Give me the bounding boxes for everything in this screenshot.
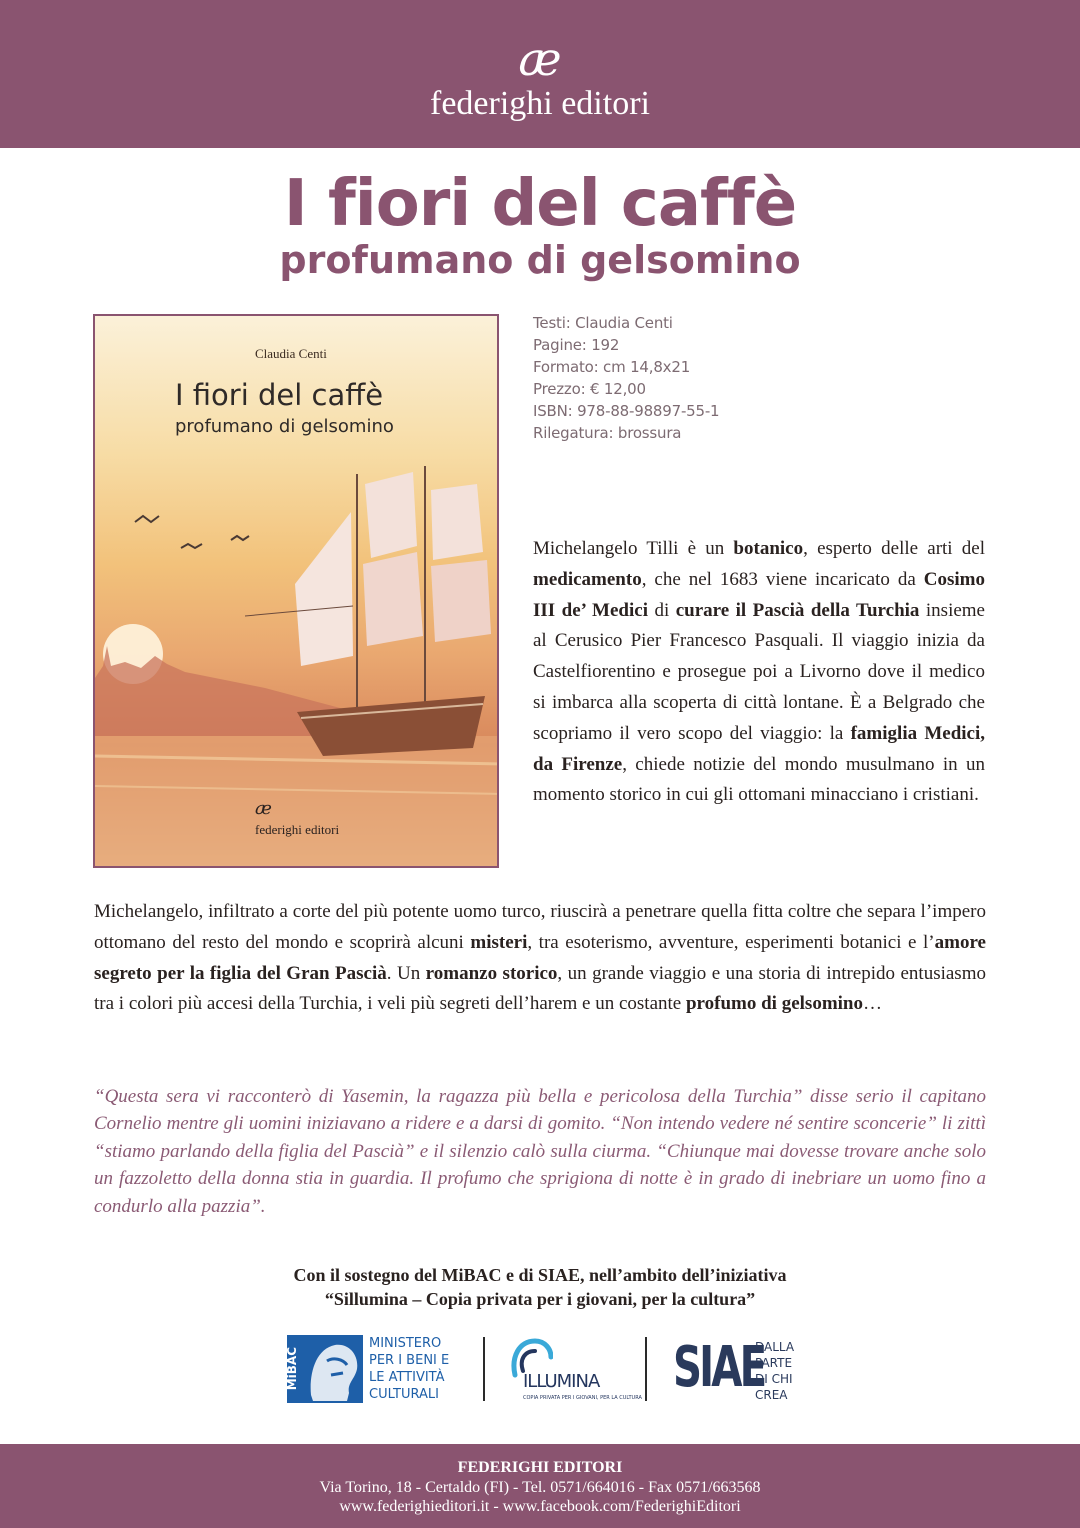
footer-address: Via Torino, 18 - Certaldo (FI) - Tel. 0571/664016 - Fax 0571/663568	[319, 1479, 761, 1496]
highlight-text: Cosimo III de’ Medici	[533, 568, 985, 621]
support-line-1: Con il sostegno del MiBAC e di SIAE, nell’ambito dell’iniziativa	[293, 1265, 787, 1285]
body-text: , tra esoterismo, avventure, esperimenti botanici e l’	[527, 931, 935, 953]
body-text: , che nel 1683 viene incaricato da	[641, 568, 924, 590]
cover-publisher: federighi editori	[255, 822, 340, 837]
synopsis-paragraph-2	[94, 897, 986, 1020]
footer-web-links[interactable]: www.federighieditori.it - www.facebook.com/FederighiEditori	[339, 1498, 741, 1515]
book-cover	[93, 314, 499, 868]
siae-tag-line: CREA	[755, 1388, 788, 1402]
siae-tag-line: DALLA	[755, 1340, 795, 1354]
book-subtitle: profumano di gelsomino	[279, 238, 801, 282]
highlight-text: famiglia Medici, da Firenze	[533, 722, 986, 775]
spec-price: Prezzo: € 12,00	[533, 380, 646, 398]
highlight-text: romanzo storico	[425, 962, 558, 984]
footer-publisher-name: FEDERIGHI EDITORI	[457, 1459, 623, 1476]
sillumina-tagline: COPIA PRIVATA PER I GIOVANI, PER LA CULTURA	[523, 1395, 642, 1401]
highlight-text: medicamento	[533, 568, 642, 590]
cover-logo-icon: æ	[255, 798, 272, 819]
book-specs	[533, 312, 719, 444]
cover-author: Claudia Centi	[255, 346, 327, 361]
mibac-text	[369, 1335, 449, 1403]
support-statement	[0, 1263, 1080, 1311]
book-excerpt: “Questa sera vi racconterò di Yasemin, la ragazza più bella e pericolosa della Turchia” disse serio il capitano Cornelio mentre gli uomini iniziavano a ridere e a darsi di gomito. “Non intendo vedere né sentire sconcerie” li zittì “stiamo parlando della figlia del Pascià” e il silenzio calò sulla ciurma. “Chiunque mai dovesse trovare anche solo un fazzoletto della donna stia in guardia. Il profumo che sprigiona di notte è in grado di inebriare un uomo fino a condurlo alla pazzia”.	[94, 1086, 986, 1217]
body-text: di	[647, 599, 676, 621]
mibac-head-icon	[287, 1335, 363, 1403]
logo-divider	[483, 1337, 485, 1401]
spec-author: Testi: Claudia Centi	[533, 314, 673, 332]
spec-isbn: ISBN: 978-88-98897-55-1	[533, 402, 720, 420]
body-text: , esperto delle arti del	[803, 538, 985, 559]
siae-tag-line: PARTE	[755, 1356, 793, 1370]
siae-wordmark: SIAE	[673, 1335, 765, 1400]
sillumina-wordmark: ILLUMINA	[523, 1371, 600, 1392]
mibac-emblem-icon	[287, 1335, 363, 1403]
body-text: , un grande viaggio e una storia di intrepido entusiasmo tra i colori più accesi della Turchia, i veli più segreti dell’harem e un costante	[94, 962, 986, 1015]
publisher-name: federighi editori	[430, 85, 650, 122]
body-text: Michelangelo, infiltrato a corte del più potente uomo turco, riuscirà a penetrare quella fitta coltre che separa l’impero ottomano del resto del mondo e scoprirà alcuni	[94, 901, 986, 953]
highlight-text: amore segreto per la figlia del Gran Pascià	[94, 931, 986, 984]
body-text: …	[863, 993, 882, 1015]
support-line-2: “Sillumina – Copia privata per i giovani, per la cultura”	[324, 1289, 756, 1309]
body-text: . Un	[386, 962, 426, 984]
mibac-side-label: MiBAC	[285, 1347, 299, 1391]
sponsor-logos	[287, 1333, 807, 1405]
spec-pages: Pagine: 192	[533, 336, 620, 354]
highlight-text: curare il Pascià della Turchia	[675, 599, 920, 621]
publisher-logo-icon: æ	[518, 32, 562, 86]
spec-format: Formato: cm 14,8x21	[533, 358, 691, 376]
highlight-text: profumo di gelsomino	[685, 993, 863, 1015]
spec-binding: Rilegatura: brossura	[533, 424, 682, 442]
publisher-footer	[0, 1444, 1080, 1528]
mibac-line: CULTURALI	[369, 1387, 439, 1402]
book-title: I fiori del caffè	[283, 167, 797, 241]
highlight-text: misteri	[470, 931, 528, 953]
siae-tagline	[755, 1339, 794, 1403]
mibac-line: MINISTERO	[369, 1336, 442, 1351]
body-text: , chiede notizie del mondo musulmano in un momento storico in cui gli ottomani minacciano i cristiani.	[533, 753, 985, 806]
cover-title: I fiori del caffè	[175, 378, 384, 412]
body-text: insieme al Cerusico Pier Francesco Pasquali. Il viaggio inizia da Castelfiorentino e prosegue poi a Livorno dove il medico si imbarca alla scoperta di città lontane. È a Belgrado che scopriamo il vero scopo del viaggio: la	[533, 599, 985, 744]
mibac-line: PER I BENI E	[369, 1353, 450, 1368]
siae-tag-line: DI CHI	[755, 1372, 793, 1386]
highlight-text: botanico	[733, 538, 804, 559]
cover-subtitle: profumano di gelsomino	[175, 416, 394, 437]
mibac-line: LE ATTIVITÀ	[369, 1370, 445, 1385]
logo-divider	[645, 1337, 647, 1401]
synopsis-paragraph-1	[533, 534, 985, 811]
body-text: Michelangelo Tilli è un	[533, 538, 734, 559]
publisher-header	[0, 0, 1080, 148]
